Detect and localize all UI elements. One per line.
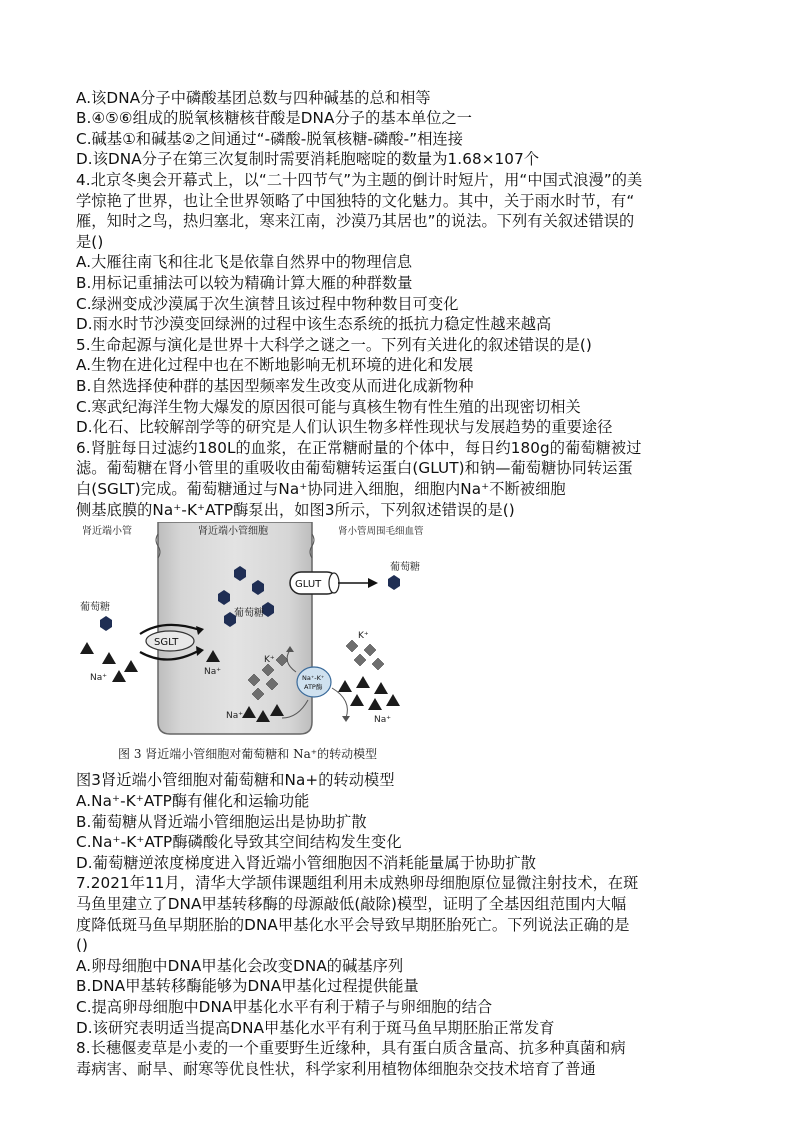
label-k-1: K⁺: [264, 655, 275, 665]
label-glucose-right: 葡萄糖: [390, 562, 420, 573]
question-5: 5.生命起源与演化是世界十大科学之谜之一。下列有关进化的叙述错误的是(): [76, 336, 592, 354]
option-c-q5: C.寒武纪海洋生物大爆发的原因很可能与真核生物有性生殖的出现密切相关: [76, 398, 581, 416]
question-4-line-4: 是(): [76, 233, 104, 251]
option-b-q6: B.葡萄糖从肾近端小管细胞运出是协助扩散: [76, 813, 367, 831]
option-c-q7: C.提高卵母细胞中DNA甲基化水平有利于精子与卵细胞的结合: [76, 998, 493, 1016]
label-sglt: SGLT: [154, 637, 179, 648]
label-pump-line-1: Na⁺-K⁺: [302, 674, 325, 682]
question-7-line-3: 度降低斑马鱼早期胚胎的DNA甲基化水平会导致早期胚胎死亡。下列说法正确的是: [76, 916, 630, 934]
cell-body: [158, 522, 312, 734]
option-d-q3: D.该DNA分子在第三次复制时需要消耗胞嘧啶的数量为1.68×107个: [76, 150, 540, 168]
option-a-q3: A.该DNA分子中磷酸基团总数与四种碱基的总和相等: [76, 89, 431, 107]
option-b-q7: B.DNA甲基转移酶能够为DNA甲基化过程提供能量: [76, 977, 419, 995]
option-b-q4: B.用标记重捕法可以较为精确计算大雁的种群数量: [76, 274, 413, 292]
question-7-line-1: 7.2021年11月，清华大学颉伟课题组利用未成熟卵母细胞原位显微注射技术，在斑: [76, 874, 639, 892]
question-8-line-1: 8.长穗偃麦草是小麦的一个重要野生近缘种，具有蛋白质含量高、抗多种真菌和病: [76, 1039, 626, 1057]
label-k-2: K⁺: [358, 631, 369, 641]
option-a-q5: A.生物在进化过程中也在不断地影响无机环境的进化和发展: [76, 356, 474, 374]
label-na-1: Na⁺: [90, 673, 107, 683]
label-cell: 肾近端小管细胞: [198, 526, 268, 537]
figure-caption-text: 图3肾近端小管细胞对葡萄糖和Na+的转动模型: [76, 771, 395, 789]
option-b-q5: B.自然选择使种群的基因型频率发生改变从而进化成新物种: [76, 377, 474, 395]
option-c-q6: C.Na⁺-K⁺ATP酶磷酸化导致其空间结构发生变化: [76, 833, 402, 851]
option-a-q6: A.Na⁺-K⁺ATP酶有催化和运输功能: [76, 792, 310, 810]
option-d-q4: D.雨水时节沙漠变回绿洲的过程中该生态系统的抵抗力稳定性越来越高: [76, 315, 552, 333]
question-4-line-2: 学惊艳了世界，也让全世界领略了中国独特的文化魅力。其中，关于雨水时节，有“: [76, 192, 635, 210]
label-lumen: 肾近端小管: [82, 526, 132, 537]
label-glucose-left: 葡萄糖: [80, 602, 110, 613]
option-b-q3: B.④⑤⑥组成的脱氧核糖核苷酸是DNA分子的基本单位之一: [76, 109, 473, 127]
label-capillary: 肾小管周围毛细血管: [338, 526, 424, 537]
question-8-line-2: 毒病害、耐旱、耐寒等优良性状，科学家利用植物体细胞杂交技术培育了普通: [76, 1060, 596, 1078]
question-7-line-2: 马鱼里建立了DNA甲基转移酶的母源敲低(敲除)模型，证明了全基因组范围内大幅: [76, 895, 627, 913]
label-na-4: Na⁺: [374, 715, 391, 725]
option-a-q7: A.卵母细胞中DNA甲基化会改变DNA的碱基序列: [76, 957, 404, 975]
option-c-q3: C.碱基①和碱基②之间通过“-磷酸-脱氧核糖-磷酸-”相连接: [76, 130, 464, 148]
question-6-line-3: 白(SGLT)完成。葡萄糖通过与Na⁺协同进入细胞，细胞内Na⁺不断被细胞: [76, 480, 566, 498]
question-7-line-4: (): [76, 936, 89, 954]
option-c-q4: C.绿洲变成沙漠属于次生演替且该过程中物种数目可变化: [76, 295, 459, 313]
label-na-2: Na⁺: [204, 667, 221, 677]
question-6-line-2: 滤。葡萄糖在肾小管里的重吸收由葡萄糖转运蛋白(GLUT)和钠—葡萄糖协同转运蛋: [76, 459, 633, 477]
option-d-q5: D.化石、比较解剖学等的研究是人们认识生物多样性现状与发展趋势的重要途径: [76, 418, 613, 436]
question-4-line-1: 4.北京冬奥会开幕式上，以“二十四节气”为主题的倒计时短片，用“中国式浪漫”的美: [76, 171, 643, 189]
question-4-line-3: 雁，知时之鸟，热归塞北，寒来江南，沙漠乃其居也”的说法。下列有关叙述错误的: [76, 212, 635, 230]
option-a-q4: A.大雁往南飞和往北飞是依靠自然界中的物理信息: [76, 253, 413, 271]
label-glut: GLUT: [295, 579, 322, 590]
label-pump-line-2: ATP酶: [304, 683, 323, 691]
label-na-3: Na⁺: [226, 711, 243, 721]
option-d-q7: D.该研究表明适当提高DNA甲基化水平有利于斑马鱼早期胚胎正常发育: [76, 1019, 555, 1037]
figure-3-transport-model: [76, 522, 440, 768]
label-glucose-mid: 葡萄糖: [234, 608, 264, 619]
question-6-line-1: 6.肾脏每日过滤约180L的血浆，在正常糖耐量的个体中，每日约180g的葡萄糖被过: [76, 439, 642, 457]
option-d-q6: D.葡萄糖逆浓度梯度进入肾近端小管细胞因不消耗能量属于协助扩散: [76, 854, 537, 872]
question-6-line-4: 侧基底膜的Na⁺-K⁺ATP酶泵出，如图3所示，下列叙述错误的是(): [76, 501, 515, 519]
figure-caption-image: 图 3 肾近端小管细胞对葡萄糖和 Na⁺的转动模型: [118, 747, 378, 761]
